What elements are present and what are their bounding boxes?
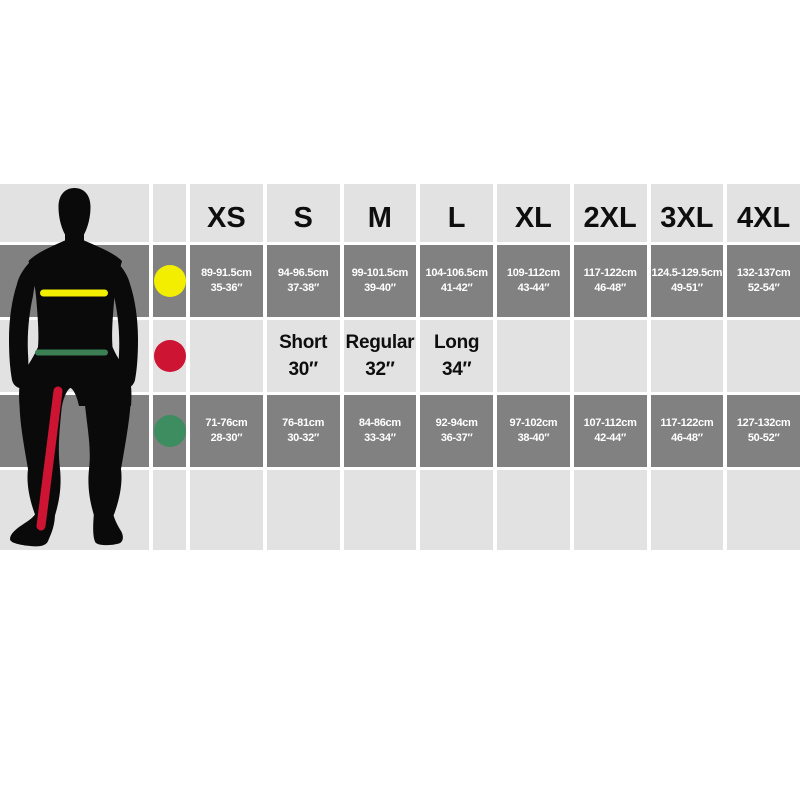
cell-waist-M-l1: 84-86cm xyxy=(358,417,401,429)
cell-chest-L xyxy=(420,245,493,317)
cell-waist-4XL xyxy=(727,395,800,467)
cell-length-XS xyxy=(190,320,263,392)
cell-length-4XL xyxy=(727,320,800,392)
footer-cell-M xyxy=(344,470,417,550)
footer-cell-XS xyxy=(190,470,263,550)
cell-waist-3XL-l2: 46-48″ xyxy=(671,432,703,444)
marker-column-footer xyxy=(153,470,186,550)
cell-chest-S xyxy=(267,245,340,317)
figure-band-waist xyxy=(0,395,149,467)
size-header-XL: XL xyxy=(497,184,570,242)
row-waist xyxy=(0,395,800,467)
cell-length-M xyxy=(344,320,417,392)
cell-chest-XS-l1: 89-91.5cm xyxy=(201,267,252,279)
cell-length-XL xyxy=(497,320,570,392)
cell-chest-4XL-l2: 52-54″ xyxy=(747,282,780,294)
size-header-XS: XS xyxy=(190,184,263,242)
size-header-2XL: 2XL xyxy=(574,184,647,242)
cell-chest-2XL-l1: 117-122cm xyxy=(583,267,637,279)
cell-waist-S-l1: 76-81cm xyxy=(282,417,325,429)
green-circle-icon xyxy=(154,415,186,447)
cell-chest-XS xyxy=(190,245,263,317)
footer-cell-2XL xyxy=(574,470,647,550)
header-row xyxy=(0,184,800,242)
cell-waist-XL-l1: 97-102cm xyxy=(509,417,558,429)
cell-length-S-l2: 30″ xyxy=(288,359,318,380)
size-header-3XL: 3XL xyxy=(651,184,724,242)
cell-length-M-l2: 32″ xyxy=(365,359,395,380)
cell-waist-XL xyxy=(497,395,570,467)
cell-chest-S-l2: 37-38″ xyxy=(287,282,319,294)
footer-row xyxy=(0,470,800,550)
size-header-S: S xyxy=(267,184,340,242)
cell-waist-2XL xyxy=(574,395,647,467)
cell-length-L xyxy=(420,320,493,392)
row-chest xyxy=(0,245,800,317)
footer-cell-3XL xyxy=(651,470,724,550)
cell-waist-XS xyxy=(190,395,263,467)
footer-cell-4XL xyxy=(727,470,800,550)
cell-chest-4XL xyxy=(727,245,800,317)
marker-cell-waist xyxy=(153,395,186,467)
cell-length-S-l1: Short xyxy=(279,332,328,353)
cell-chest-M xyxy=(344,245,417,317)
cell-chest-XL xyxy=(497,245,570,317)
cell-waist-XS-l2: 28-30″ xyxy=(210,432,243,444)
yellow-circle-icon xyxy=(154,265,186,297)
cell-waist-4XL-l1: 127-132cm xyxy=(736,417,791,429)
figure-band-footer xyxy=(0,470,149,550)
figure-band-length xyxy=(0,320,149,392)
row-length xyxy=(0,320,800,392)
cell-waist-3XL-l1: 117-122cm xyxy=(660,417,714,429)
cell-waist-L-l2: 36-37″ xyxy=(440,432,473,444)
cell-waist-2XL-l1: 107-112cm xyxy=(583,417,637,429)
cell-length-3XL xyxy=(651,320,724,392)
red-circle-icon xyxy=(154,340,186,372)
cell-chest-4XL-l1: 132-137cm xyxy=(736,267,791,279)
size-chart xyxy=(0,184,800,550)
size-header-L: L xyxy=(420,184,493,242)
cell-waist-S-l2: 30-32″ xyxy=(287,432,319,444)
cell-chest-2XL-l2: 46-48″ xyxy=(594,282,626,294)
cell-chest-L-l1: 104-106.5cm xyxy=(425,267,488,279)
cell-waist-L xyxy=(420,395,493,467)
figure-band-header xyxy=(0,184,149,242)
cell-chest-M-l2: 39-40″ xyxy=(364,282,396,294)
cell-waist-M xyxy=(344,395,417,467)
cell-chest-S-l1: 94-96.5cm xyxy=(277,267,329,279)
cell-waist-L-l1: 92-94cm xyxy=(435,417,478,429)
cell-chest-3XL-l1: 124.5-129.5cm xyxy=(651,267,723,279)
size-header-4XL: 4XL xyxy=(727,184,800,242)
cell-length-L-l1: Long xyxy=(434,332,480,353)
cell-waist-3XL xyxy=(651,395,724,467)
cell-chest-XS-l2: 35-36″ xyxy=(210,282,243,294)
cell-chest-XL-l1: 109-112cm xyxy=(506,267,560,279)
cell-waist-XS-l1: 71-76cm xyxy=(205,417,248,429)
figure-band-chest xyxy=(0,245,149,317)
cell-length-M-l1: Regular xyxy=(345,332,415,353)
marker-column-header xyxy=(153,184,186,242)
cell-waist-M-l2: 33-34″ xyxy=(364,432,396,444)
cell-length-L-l2: 34″ xyxy=(441,359,472,380)
cell-length-2XL xyxy=(574,320,647,392)
footer-cell-L xyxy=(420,470,493,550)
size-header-M: M xyxy=(344,184,417,242)
cell-chest-M-l1: 99-101.5cm xyxy=(351,267,409,279)
cell-chest-2XL xyxy=(574,245,647,317)
cell-waist-XL-l2: 38-40″ xyxy=(517,432,550,444)
cell-length-S xyxy=(267,320,340,392)
marker-cell-length xyxy=(153,320,186,392)
cell-waist-2XL-l2: 42-44″ xyxy=(594,432,626,444)
cell-chest-3XL xyxy=(651,245,724,317)
footer-cell-XL xyxy=(497,470,570,550)
cell-chest-XL-l2: 43-44″ xyxy=(517,282,550,294)
footer-cell-S xyxy=(267,470,340,550)
cell-waist-S xyxy=(267,395,340,467)
cell-chest-3XL-l2: 49-51″ xyxy=(671,282,703,294)
cell-chest-L-l2: 41-42″ xyxy=(440,282,473,294)
cell-waist-4XL-l2: 50-52″ xyxy=(747,432,780,444)
marker-cell-chest xyxy=(153,245,186,317)
